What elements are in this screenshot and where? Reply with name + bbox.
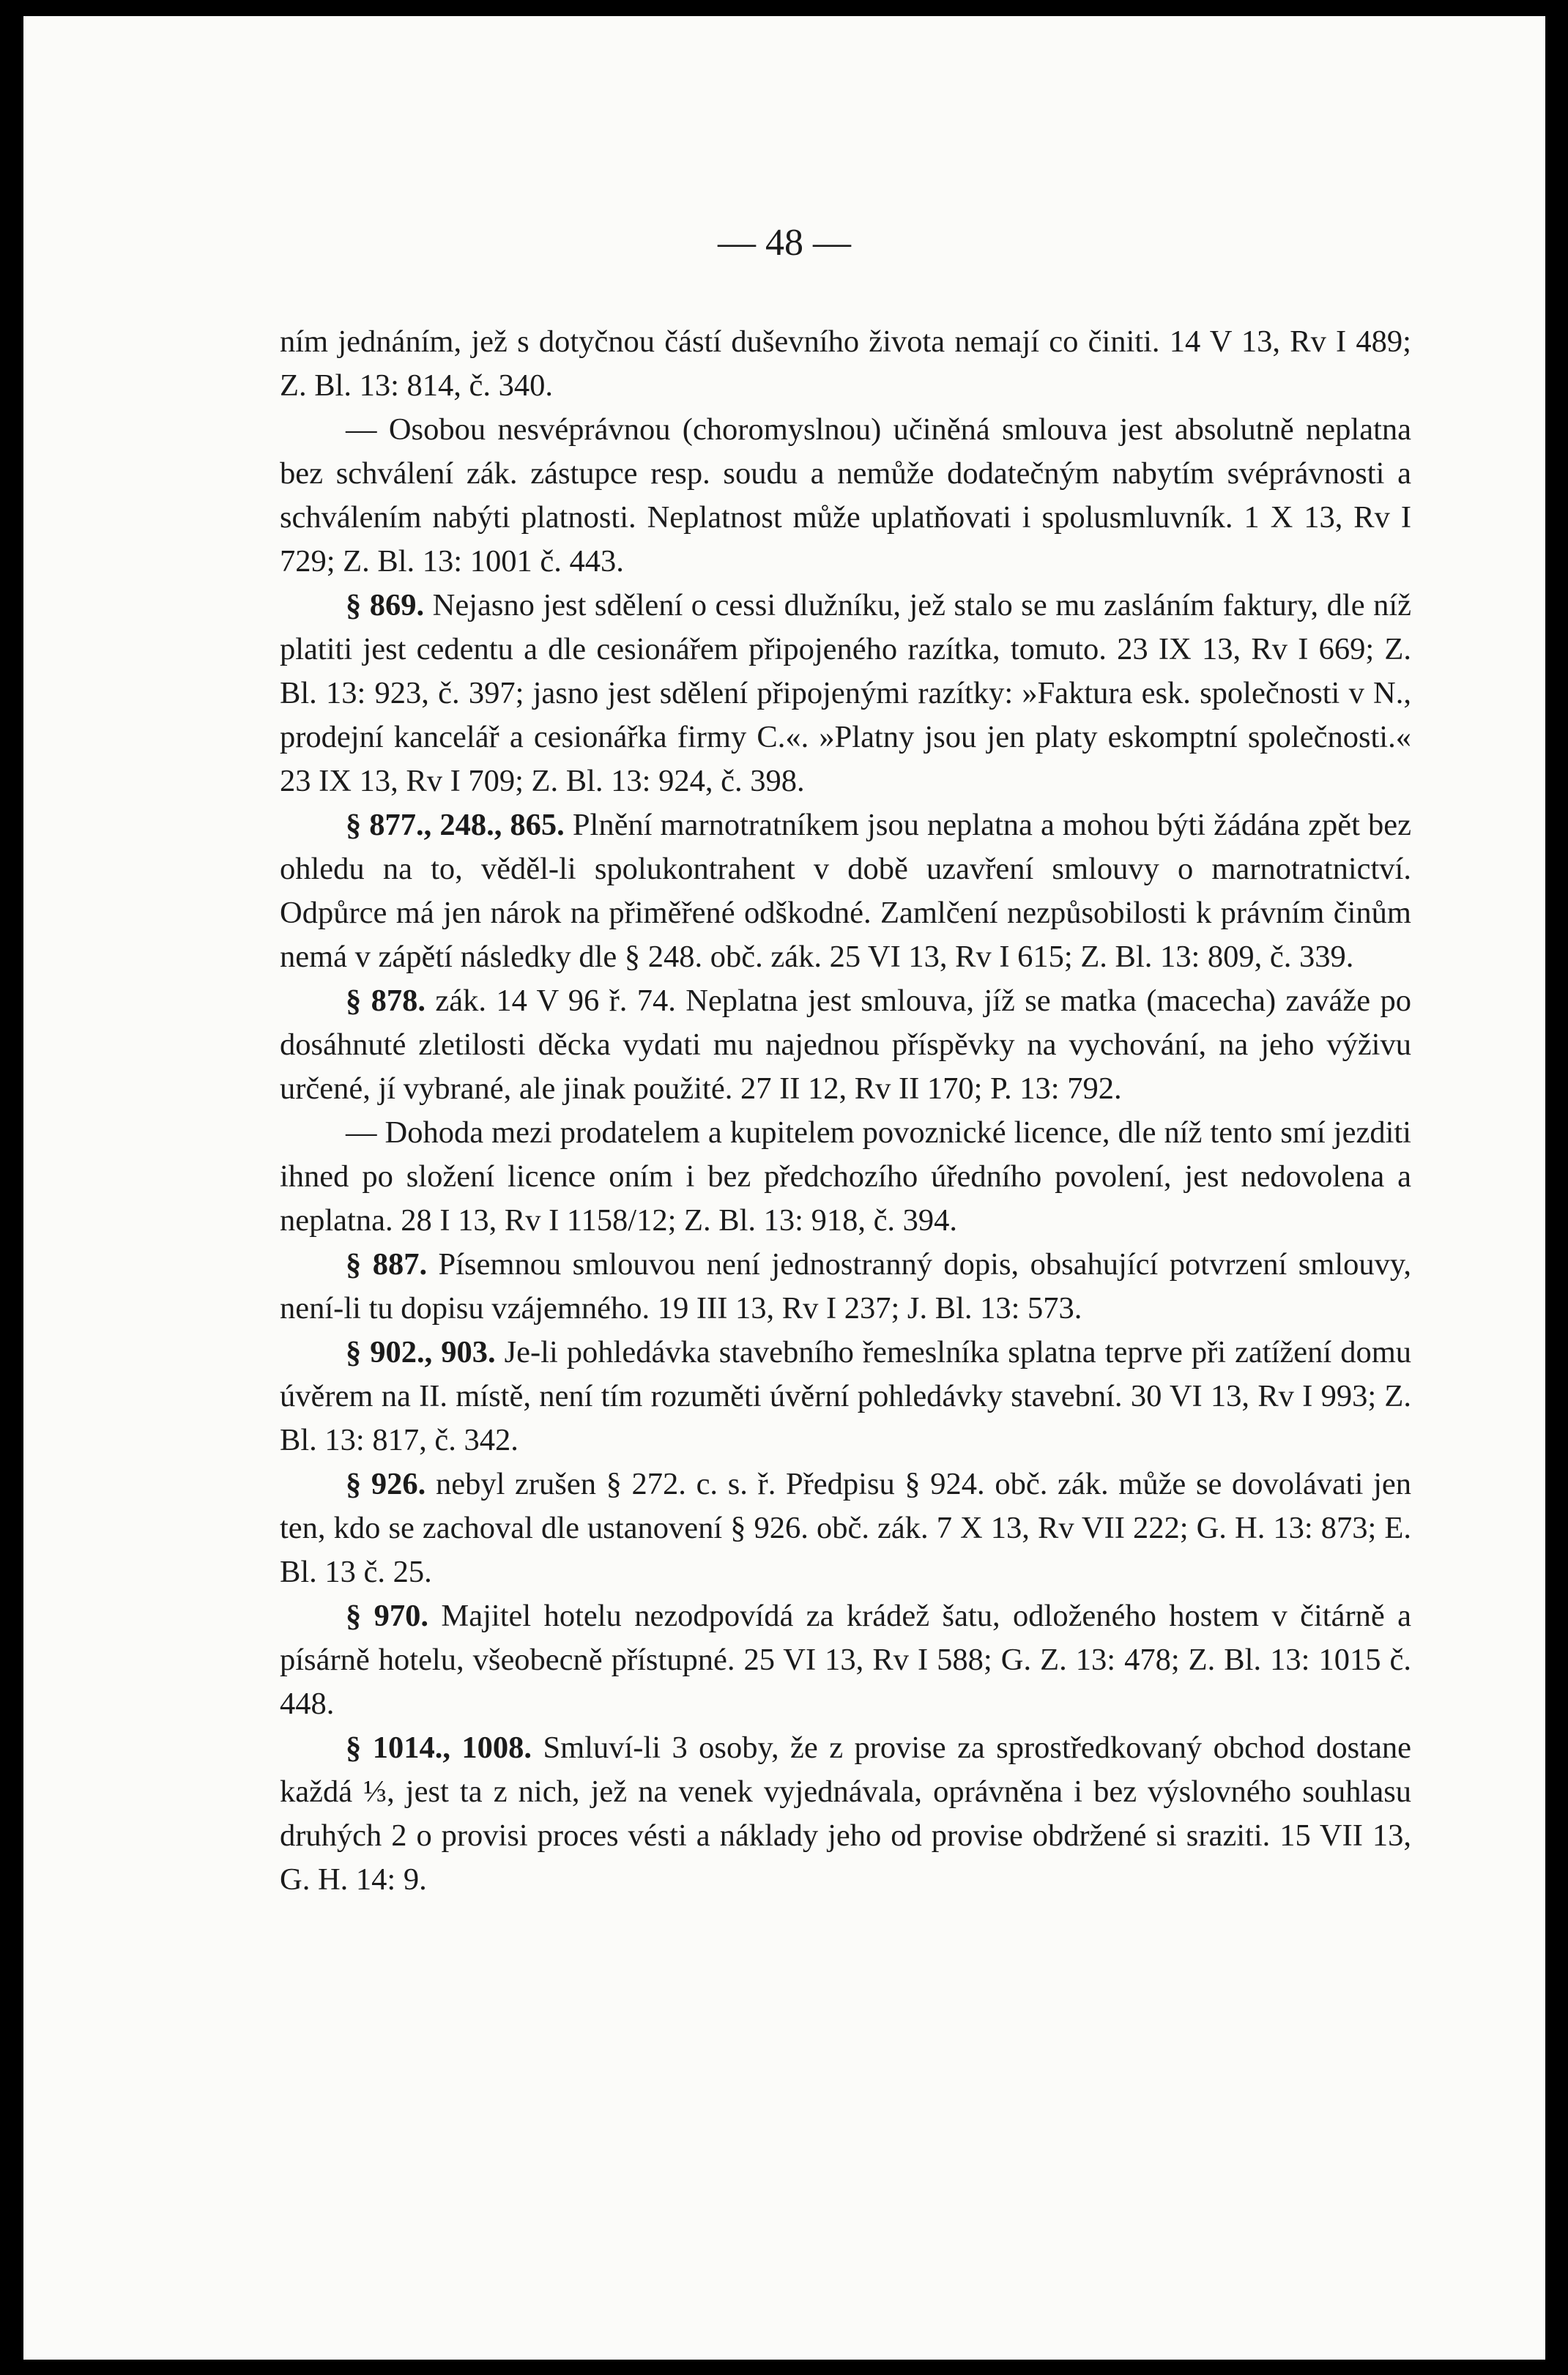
section-mark: § 1014., 1008.: [346, 1731, 532, 1765]
paragraph-text: — Osobou nesvéprávnou (choromyslnou) učiněná smlouva jest absolutně neplatna bez schválení zák. zástupce resp. soudu a nemůže dodatečným nabytím svéprávnosti a schválením nabýti platnosti. Neplatnost může uplatňovati i spolusmluvník. 1 X 13, Rv I 729; Z. Bl. 13: 1001 č. 443.: [280, 412, 1411, 579]
paragraph: [280, 1594, 1411, 1726]
paragraph-text: Písemnou smlouvou není jednostranný dopis, obsahující potvrzení smlouvy, není-li tu dopisu vzájemného. 19 III 13, Rv I 237; J. Bl. 13: 573.: [280, 1247, 1411, 1326]
section-mark: § 877., 248., 865.: [346, 808, 565, 842]
paragraph-text: Nejasno jest sdělení o cessi dlužníku, jež stalo se mu zasláním faktury, dle níž platiti jest cedentu a dle cesionářem připojeného razítka, tomuto. 23 IX 13, Rv I 669; Z. Bl. 13: 923, č. 397; jasno jest sdělení připojenými razítky: »Faktura esk. společnosti v N., prodejní kancelář a cesionářka firmy C.«. »Platny jsou jen platy eskomptní společnosti.« 23 IX 13, Rv I 709; Z. Bl. 13: 924, č. 398.: [280, 588, 1411, 798]
section-mark: § 926.: [346, 1467, 426, 1501]
paragraph: [280, 408, 1411, 584]
page-number: — 48 —: [718, 222, 851, 264]
paragraph-text: ním jednáním, jež s dotyčnou částí duševního života nemají co činiti. 14 V 13, Rv I 489; Z. Bl. 13: 814, č. 340.: [280, 324, 1411, 403]
paragraph-text: Majitel hotelu nezodpovídá za krádež šatu, odloženého hostem v čitárně a písárně hotelu, všeobecně přístupné. 25 VI 13, Rv I 588; G. Z. 13: 478; Z. Bl. 13: 1015 č. 448.: [280, 1599, 1411, 1721]
paragraph-text: Smluví-li 3 osoby, že z provise za sprostředkovaný obchod dostane každá ⅓, jest ta z nich, jež na venek vyjednávala, oprávněna i bez výslovného souhlasu druhých 2 o provisi proces vésti a náklady jeho od provise obdržené si sraziti. 15 VII 13, G. H. 14: 9.: [280, 1731, 1411, 1897]
section-mark: § 970.: [346, 1599, 429, 1633]
paragraph: [280, 1726, 1411, 1902]
section-mark: § 902., 903.: [346, 1335, 496, 1369]
paragraph-text: zák. 14 V 96 ř. 74. Neplatna jest smlouva, jíž se matka (macecha) zaváže po dosáhnuté zletilosti děcka vydati mu najednou příspěvky na vychování, na jeho výživu určené, jí vybrané, ale jinak použité. 27 II 12, Rv II 170; P. 13: 792.: [280, 984, 1411, 1106]
section-mark: § 878.: [346, 984, 426, 1018]
paragraph: [280, 803, 1411, 979]
paragraph-text: Je-li pohledávka stavebního řemeslníka splatna teprve při zatížení domu úvěrem na II. místě, není tím rozuměti úvěrní pohledávky stavební. 30 VI 13, Rv I 993; Z. Bl. 13: 817, č. 342.: [280, 1335, 1411, 1457]
section-mark: § 869.: [346, 588, 425, 622]
paragraph-text: — Dohoda mezi prodatelem a kupitelem povoznické licence, dle níž tento smí jezditi ihned po složení licence oním i bez předchozího úředního povolení, jest nedovolena a neplatna. 28 I 13, Rv I 1158/12; Z. Bl. 13: 918, č. 394.: [280, 1115, 1411, 1238]
paragraph: [280, 1111, 1411, 1243]
paragraph-text: nebyl zrušen § 272. c. s. ř. Předpisu § 924. obč. zák. může se dovolávati jen ten, kdo se zachoval dle ustanovení § 926. obč. zák. 7 X 13, Rv VII 222; G. H. 13: 873; E. Bl. 13 č. 25.: [280, 1467, 1412, 1589]
paragraph: [280, 1243, 1411, 1331]
paragraph-text: Plnění marnotratníkem jsou neplatna a mohou býti žádána zpět bez ohledu na to, věděl-li spolukontrahent v době uzavření smlouvy o marnotratnictví. Odpůrce má jen nárok na přiměřené odškodné. Zamlčení nezpůsobilosti k právním činům nemá v zápětí následky dle § 248. obč. zák. 25 VI 13, Rv I 615; Z. Bl. 13: 809, č. 339.: [280, 808, 1412, 974]
body-text: [280, 320, 1411, 1902]
paragraph: [280, 1331, 1411, 1462]
paragraph: [280, 1462, 1411, 1594]
paragraph: [280, 584, 1411, 803]
paragraph: [280, 320, 1411, 408]
section-mark: § 887.: [346, 1247, 428, 1282]
book-page: [23, 16, 1545, 2360]
paragraph: [280, 979, 1411, 1111]
